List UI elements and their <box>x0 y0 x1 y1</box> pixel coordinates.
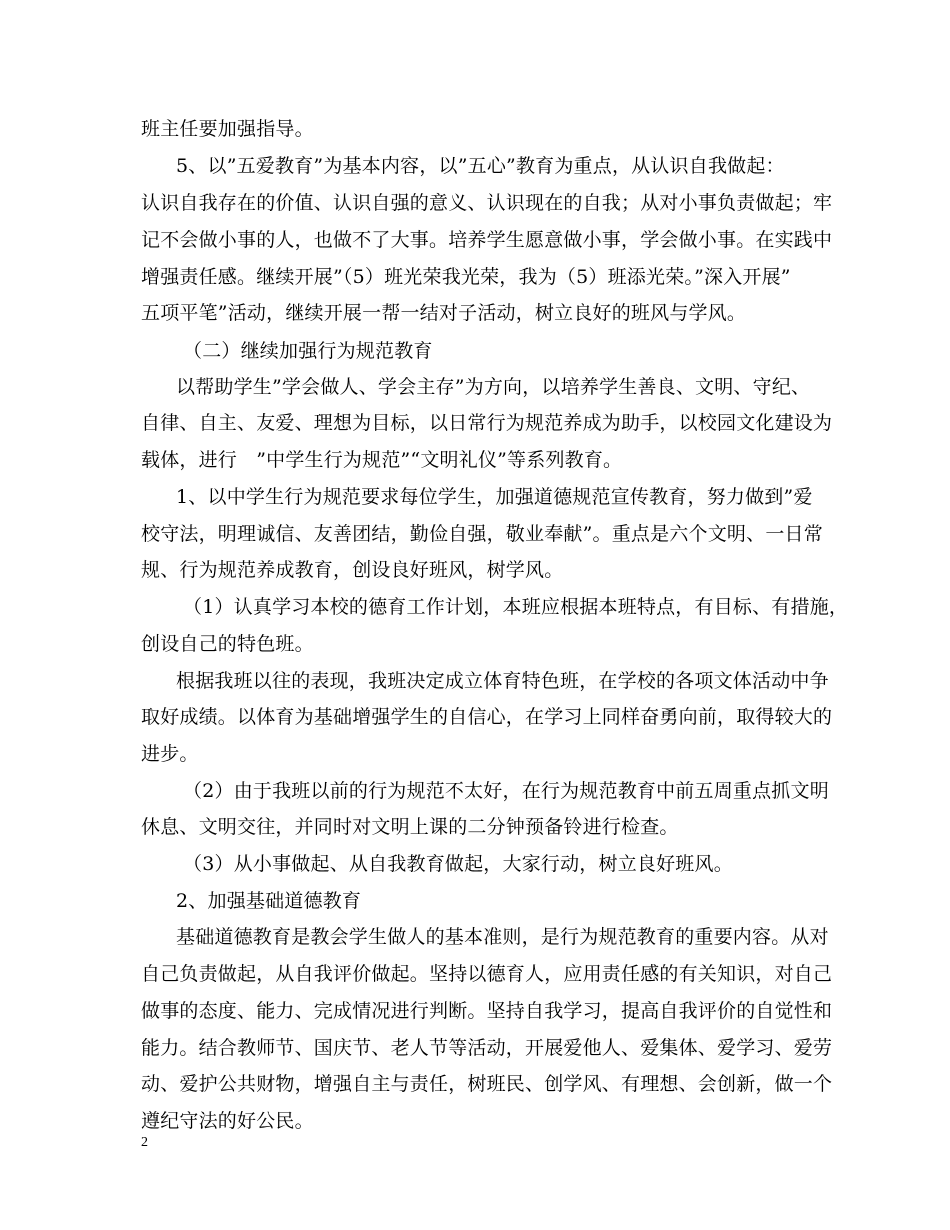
text-line: 遵纪守法的好公民。 <box>141 1110 314 1132</box>
text-line: （2）由于我班以前的行为规范不太好，在行为规范教育中前五周重点抓文明 <box>183 780 829 802</box>
text-line: 认识自我存在的价值、认识自强的意义、认识现在的自我；从对小事负责做起；牢 <box>141 192 833 214</box>
text-line: 记不会做小事的人，也做不了大事。培养学生愿意做小事，学会做小事。在实践中 <box>141 229 833 251</box>
section-heading: （二）继续加强行为规范教育 <box>183 340 433 362</box>
text-line: 创设自己的特色班。 <box>141 633 314 655</box>
text-line: 规、行为规范养成教育，创设良好班风，树学风。 <box>141 559 564 581</box>
text-line: 基础道德教育是教会学生做人的基本准则，是行为规范教育的重要内容。从对 <box>176 926 829 948</box>
text-line: （3）从小事做起、从自我教育做起，大家行动，树立良好班风。 <box>183 853 733 875</box>
text-line: 根据我班以往的表现，我班决定成立体育特色班，在学校的各项文体活动中争 <box>176 670 829 692</box>
text-line: （1）认真学习本校的德育工作计划，本班应根据本班特点，有目标、有措施， <box>183 596 849 618</box>
text-line: 五项平笔”活动，继续开展一帮一结对子活动，树立良好的班风与学风。 <box>141 302 747 324</box>
text-line: 校守法，明理诚信、友善团结，勤俭自强，敬业奉献”。重点是六个文明、一日常 <box>141 523 823 545</box>
text-line: 动、爱护公共财物，增强自主与责任，树班民、创学风、有理想、会创新，做一个 <box>141 1073 833 1095</box>
text-line: 自己负责做起，从自我评价做起。坚持以德育人，应用责任感的有关知识，对自己 <box>141 963 833 985</box>
text-line: 1、以中学生行为规范要求每位学生，加强道德规范宣传教育，努力做到”爱 <box>176 486 813 508</box>
text-line: 5、以”五爱教育”为基本内容，以”五心”教育为重点，从认识自我做起： <box>176 155 785 177</box>
section-heading: 2、加强基础道德教育 <box>176 890 362 912</box>
text-line: 进步。 <box>141 743 199 765</box>
text-line: 增强责任感。继续开展”（5）班光荣我光荣，我为（5）班添光荣。”深入开展” <box>141 266 791 288</box>
text-line: 取好成绩。以体育为基础增强学生的自信心，在学习上同样奋勇向前，取得较大的 <box>141 706 833 728</box>
text-line: 载体，进行 ”中学生行为规范”“文明礼仪”等系列教育。 <box>141 449 623 471</box>
page-number: 2 <box>141 1135 148 1150</box>
text-line: 以帮助学生”学会做人、学会主存”为方向，以培养学生善良、文明、守纪、 <box>176 376 811 398</box>
text-line: 自律、自主、友爱、理想为目标，以日常行为规范养成为助手，以校园文化建设为 <box>141 412 833 434</box>
text-line: 做事的态度、能力、完成情况进行判断。坚持自我学习，提高自我评价的自觉性和 <box>141 1000 833 1022</box>
text-line: 能力。结合教师节、国庆节、老人节等活动，开展爱他人、爱集体、爱学习、爱劳 <box>141 1037 833 1059</box>
text-line: 班主任要加强指导。 <box>141 118 314 140</box>
text-line: 休息、文明交往，并同时对文明上课的二分钟预备铃进行检查。 <box>141 816 679 838</box>
